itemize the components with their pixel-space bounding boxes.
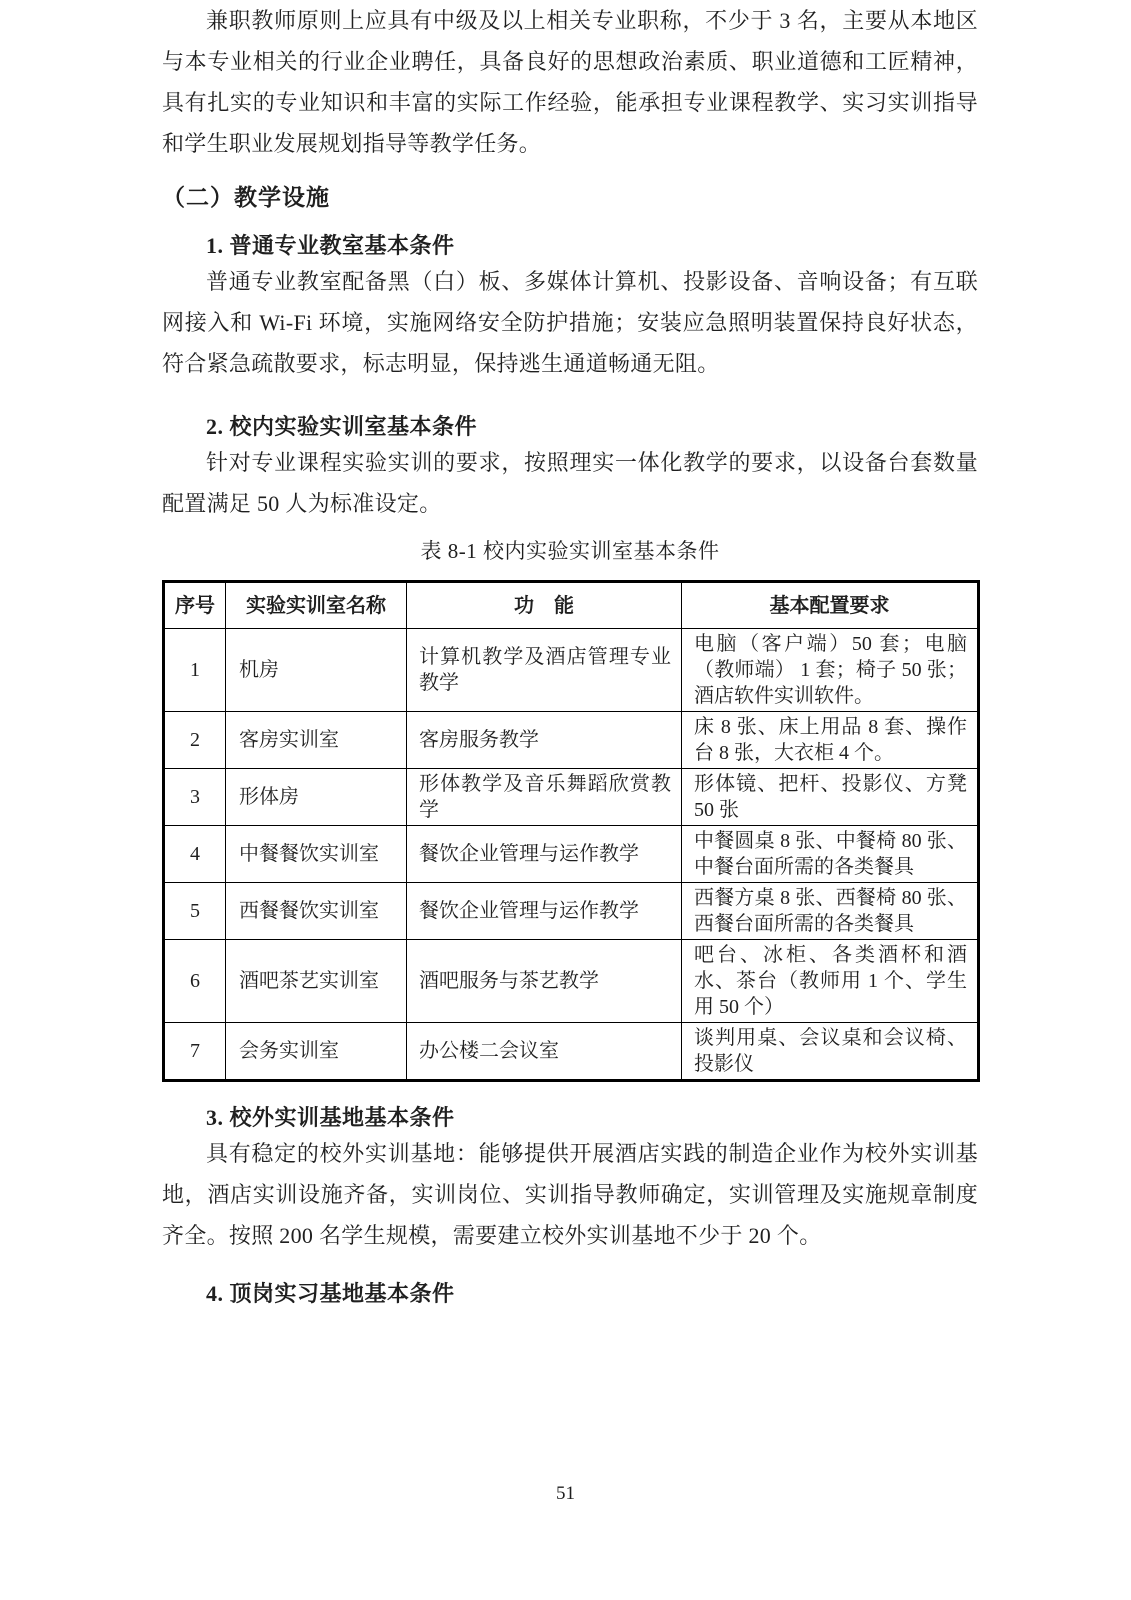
cell-seq: 4: [164, 826, 226, 883]
header-room-name: 实验实训室名称: [226, 582, 407, 629]
header-seq: 序号: [164, 582, 226, 629]
heading-sub-classroom-conditions: 1. 普通专业教室基本条件: [206, 233, 455, 258]
heading-sub-campus-lab-conditions: 2. 校内实验实训室基本条件: [206, 414, 478, 439]
cell-name: 机房: [226, 629, 407, 712]
cell-name: 会务实训室: [226, 1023, 407, 1081]
table-row: [164, 940, 979, 1023]
header-function: 功 能: [407, 582, 682, 629]
table-row: [164, 629, 979, 712]
cell-func: 客房服务教学: [407, 712, 682, 769]
cell-config: 电脑（客户端）50 套；电脑（教师端） 1 套；椅子 50 张；酒店软件实训软件。: [682, 629, 979, 712]
cell-seq: 2: [164, 712, 226, 769]
paragraph-classroom-conditions: 普通专业教室配备黑（白）板、多媒体计算机、投影设备、音响设备；有互联网接入和 Wi-Fi 环境，实施网络安全防护措施；安装应急照明装置保持良好状态，符合紧急疏散要求，标志明显，保持逃生通道畅通无阻。: [162, 269, 978, 376]
cell-name: 客房实训室: [226, 712, 407, 769]
cell-seq: 6: [164, 940, 226, 1023]
cell-seq: 1: [164, 629, 226, 712]
cell-name: 酒吧茶艺实训室: [226, 940, 407, 1023]
paragraph-offcampus-base-conditions: 具有稳定的校外实训基地：能够提供开展酒店实践的制造企业作为校外实训基地，酒店实训设施齐备，实训岗位、实训指导教师确定，实训管理及实施规章制度齐全。按照 200 名学生规模，需要建立校外实训基地不少于 20 个。: [162, 1141, 978, 1248]
cell-name: 西餐餐饮实训室: [226, 883, 407, 940]
lab-requirements-table: [162, 580, 980, 1082]
cell-func: 酒吧服务与茶艺教学: [407, 940, 682, 1023]
cell-name: 形体房: [226, 769, 407, 826]
cell-config: 床 8 张、床上用品 8 套、操作台 8 张，大衣柜 4 个。: [682, 712, 979, 769]
cell-config: 形体镜、把杆、投影仪、方凳 50 张: [682, 769, 979, 826]
cell-config: 中餐圆桌 8 张、中餐椅 80 张、中餐台面所需的各类餐具: [682, 826, 979, 883]
header-config: 基本配置要求: [682, 582, 979, 629]
heading-sub-offcampus-base-conditions: 3. 校外实训基地基本条件: [206, 1105, 455, 1130]
paragraph-part-time-teachers: 兼职教师原则上应具有中级及以上相关专业职称，不少于 3 名，主要从本地区与本专业相关的行业企业聘任，具备良好的思想政治素质、职业道德和工匠精神，具有扎实的专业知识和丰富的实际工作经验，能承担专业课程教学、实习实训指导和学生职业发展规划指导等教学任务。: [162, 8, 978, 156]
cell-func: 形体教学及音乐舞蹈欣赏教学: [407, 769, 682, 826]
table-row: [164, 826, 979, 883]
page-number: 51: [556, 1483, 575, 1504]
cell-func: 办公楼二会议室: [407, 1023, 682, 1081]
cell-name: 中餐餐饮实训室: [226, 826, 407, 883]
cell-seq: 3: [164, 769, 226, 826]
table-row: [164, 769, 979, 826]
document-page: [162, 0, 978, 1309]
heading-sub-internship-base-conditions: 4. 顶岗实习基地基本条件: [206, 1281, 455, 1306]
cell-func: 餐饮企业管理与运作教学: [407, 826, 682, 883]
table-row: [164, 712, 979, 769]
table-row: [164, 883, 979, 940]
paragraph-campus-lab-conditions: 针对专业课程实验实训的要求，按照理实一体化教学的要求，以设备台套数量配置满足 50 人为标准设定。: [162, 450, 978, 516]
cell-config: 西餐方桌 8 张、西餐椅 80 张、西餐台面所需的各类餐具: [682, 883, 979, 940]
table-row: [164, 1023, 979, 1081]
cell-config: 吧台、冰柜、各类酒杯和酒水、茶台（教师用 1 个、学生用 50 个）: [682, 940, 979, 1023]
cell-seq: 7: [164, 1023, 226, 1081]
cell-config: 谈判用桌、会议桌和会议椅、投影仪: [682, 1023, 979, 1081]
cell-seq: 5: [164, 883, 226, 940]
heading-section-teaching-facilities: （二）教学设施: [162, 184, 330, 210]
cell-func: 计算机教学及酒店管理专业教学: [407, 629, 682, 712]
table-caption: 表 8-1 校内实验实训室基本条件: [420, 539, 720, 563]
table-header-row: [164, 582, 979, 629]
cell-func: 餐饮企业管理与运作教学: [407, 883, 682, 940]
